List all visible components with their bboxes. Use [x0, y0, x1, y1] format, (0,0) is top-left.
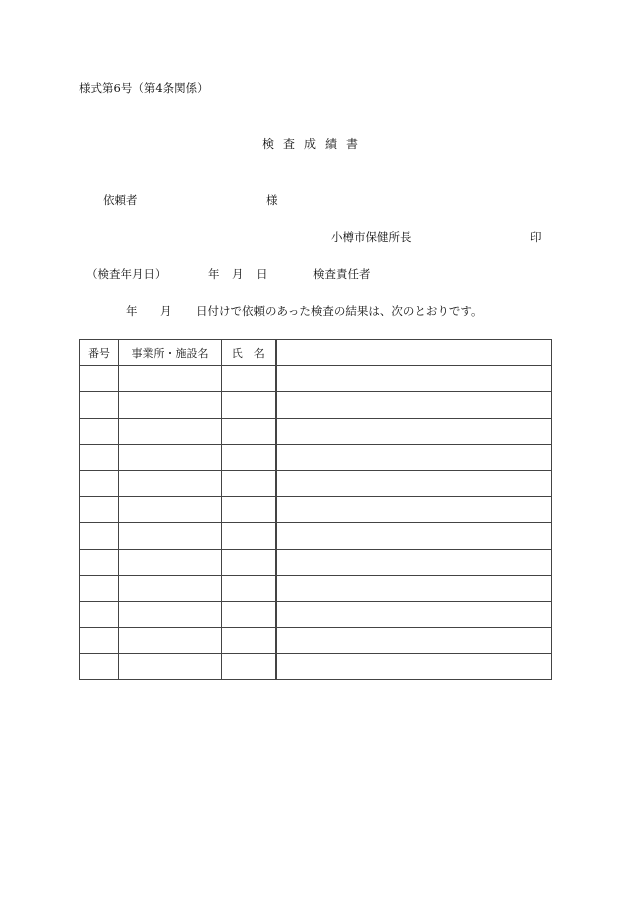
cell-result[interactable]	[276, 601, 552, 627]
cell-number[interactable]	[80, 628, 119, 654]
cell-facility[interactable]	[119, 444, 222, 470]
date-month: 月	[232, 267, 244, 281]
cell-result[interactable]	[276, 366, 552, 392]
cell-name[interactable]	[222, 418, 276, 444]
date-day: 日	[256, 267, 268, 281]
cell-number[interactable]	[80, 575, 119, 601]
statement-year: 年	[126, 304, 138, 318]
header-number: 番号	[80, 340, 119, 366]
table-header-row	[80, 340, 552, 366]
cell-facility[interactable]	[119, 628, 222, 654]
table-row	[80, 628, 552, 654]
cell-result[interactable]	[276, 575, 552, 601]
header-facility: 事業所・施設名	[119, 340, 222, 366]
cell-result[interactable]	[276, 523, 552, 549]
table-row	[80, 418, 552, 444]
cell-facility[interactable]	[119, 470, 222, 496]
cell-number[interactable]	[80, 549, 119, 575]
cell-name[interactable]	[222, 523, 276, 549]
cell-result[interactable]	[276, 418, 552, 444]
cell-name[interactable]	[222, 654, 276, 680]
cell-number[interactable]	[80, 470, 119, 496]
table-row	[80, 470, 552, 496]
cell-number[interactable]	[80, 654, 119, 680]
cell-name[interactable]	[222, 628, 276, 654]
table-row	[80, 549, 552, 575]
table-row	[80, 601, 552, 627]
cell-number[interactable]	[80, 601, 119, 627]
cell-name[interactable]	[222, 497, 276, 523]
header-result	[276, 340, 552, 366]
cell-name[interactable]	[222, 549, 276, 575]
cell-result[interactable]	[276, 470, 552, 496]
cell-facility[interactable]	[119, 575, 222, 601]
cell-facility[interactable]	[119, 392, 222, 418]
cell-facility[interactable]	[119, 418, 222, 444]
table-row	[80, 366, 552, 392]
cell-number[interactable]	[80, 392, 119, 418]
cell-facility[interactable]	[119, 654, 222, 680]
table-row	[80, 392, 552, 418]
statement-month: 月	[160, 304, 172, 318]
table-body	[80, 366, 552, 680]
document-title: 検査成績書	[262, 137, 368, 151]
requester-label: 依頼者	[103, 193, 138, 207]
cell-result[interactable]	[276, 654, 552, 680]
statement-text: 日付けで依頼のあった検査の結果は、次のとおりです。	[196, 304, 483, 318]
cell-name[interactable]	[222, 601, 276, 627]
table-row	[80, 497, 552, 523]
honorific: 様	[266, 193, 278, 207]
cell-facility[interactable]	[119, 523, 222, 549]
cell-name[interactable]	[222, 366, 276, 392]
table-row	[80, 575, 552, 601]
cell-number[interactable]	[80, 497, 119, 523]
cell-facility[interactable]	[119, 497, 222, 523]
cell-number[interactable]	[80, 366, 119, 392]
inspection-date-label: （検査年月日）	[86, 267, 167, 281]
table-row	[80, 523, 552, 549]
cell-number[interactable]	[80, 444, 119, 470]
cell-facility[interactable]	[119, 549, 222, 575]
cell-name[interactable]	[222, 444, 276, 470]
inspector-label: 検査責任者	[313, 267, 371, 281]
cell-name[interactable]	[222, 470, 276, 496]
cell-result[interactable]	[276, 549, 552, 575]
table-row	[80, 654, 552, 680]
issuer-name: 小樽市保健所長	[331, 230, 412, 244]
cell-result[interactable]	[276, 628, 552, 654]
form-number: 様式第6号（第4条関係）	[79, 81, 209, 95]
cell-result[interactable]	[276, 444, 552, 470]
seal-mark: 印	[530, 230, 542, 244]
table-row	[80, 444, 552, 470]
cell-facility[interactable]	[119, 366, 222, 392]
header-name: 氏 名	[222, 340, 276, 366]
cell-number[interactable]	[80, 523, 119, 549]
cell-name[interactable]	[222, 575, 276, 601]
cell-name[interactable]	[222, 392, 276, 418]
cell-number[interactable]	[80, 418, 119, 444]
cell-result[interactable]	[276, 392, 552, 418]
cell-facility[interactable]	[119, 601, 222, 627]
results-table	[79, 339, 552, 680]
cell-result[interactable]	[276, 497, 552, 523]
date-year: 年	[208, 267, 220, 281]
